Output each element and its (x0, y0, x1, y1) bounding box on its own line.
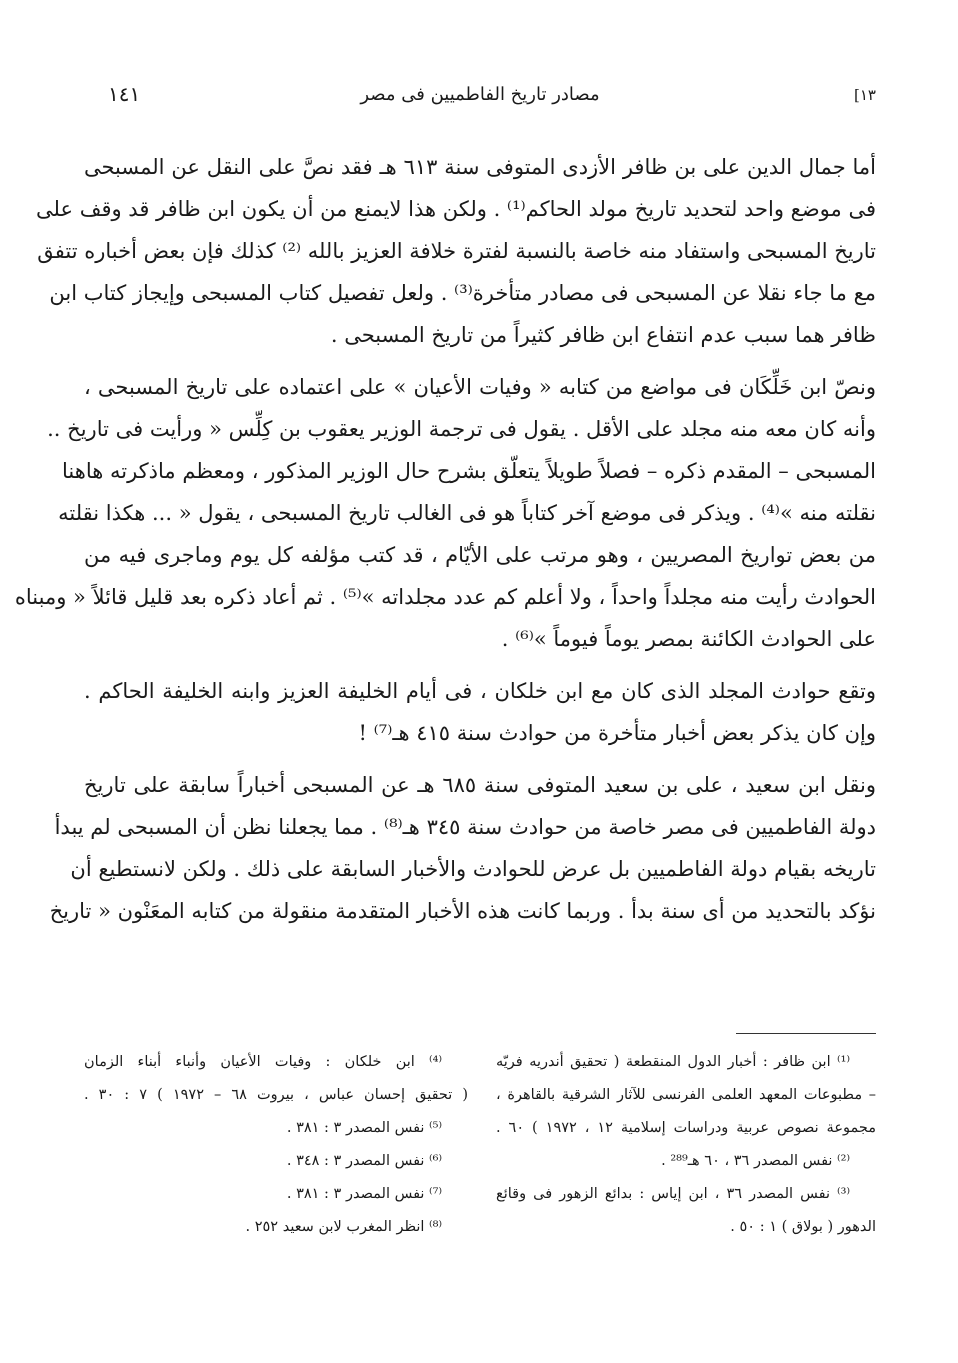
text-line: أما جمال الدين على بن ظافر الأزدى المتوفى سنة ٦١٣ هـ فقد نصَّ على النقل عن المسبحى (84, 155, 877, 179)
text-line: ونصّ ابن خَلِّكَان فى مواضع من كتابه « وفيات الأعيان » على اعتماده على تاريخ المسبحى ، (84, 375, 876, 399)
running-title: مصادر تاريخ الفاطميين فى مصر (360, 84, 600, 105)
text-line: ظافر هما سبب عدم انتفاع ابن ظافر كثيراً من تاريخ المسبحى . (330, 323, 876, 347)
paragraph-4 (49, 764, 876, 932)
text-line: وتقع حوادث المجلد الذى كان مع ابن خلكان ، فى أيام الخليفة العزيز وابنه الخليفة الحاكم . (84, 679, 876, 703)
footnote-divider (736, 1033, 876, 1034)
text-line: نقلته منه »⁽⁴⁾ . ويذكر فى موضع آخر كتاباً هو فى الغالب تاريخ المسبحى ، يقول « ... هكذا نقلته (58, 501, 876, 525)
footnote-line: الدهور ( بولاق ) ١ : ٥٠ . (730, 1219, 876, 1235)
text-line: دولة الفاطميين فى مصر خاصة من حوادث سنة ٣٤٥ هـ⁽⁸⁾ . مما يجعلنا نظن أن المسبحى لم يبدأ (54, 815, 876, 839)
footnote-line: ⁽⁴⁾ ابن خلكان : وفيات الأعيان وأنباء أبناء الزمان (84, 1054, 442, 1070)
text-line: فى موضع واحد لتحديد تاريخ مولد الحاكم⁽¹⁾ . ولكن هذا لايمنع من أن يكون ابن ظافر قد وقف على (36, 197, 876, 221)
text-line: المسبحى – المقدم ذكره – فصلاً طويلاً يتعلّق بشرح حال الوزير المذكور ، ومعظم ماذكرته هاهنا (62, 459, 876, 483)
footnotes-left-column (84, 1046, 468, 1244)
text-line: تاريخ المسبحى واستفاد منه خاصة بالنسبة لفترة خلافة العزيز بالله ⁽²⁾ كذلك فإن بعض أخباره تتفق (37, 239, 876, 263)
paragraph-2 (14, 366, 876, 660)
text-line: وإن كان يذكر بعض أخبار متأخرة من حوادث سنة ٤١٥ هـ⁽⁷⁾ ! (358, 721, 876, 745)
footnote-line: ⁽⁷⁾ نفس المصدر ٣ : ٣٨١ . (286, 1186, 442, 1202)
main-text (14, 146, 877, 932)
paragraph-3 (84, 670, 876, 754)
footnote-line: مجموعة نصوص عربية ودراسات إسلامية ١٢ ، ١٩٧٢ ) ٦٠ . (496, 1120, 876, 1136)
footnote-line: ⁽⁸⁾ انظر المغرب لابن سعيد ٢٥٢ . (245, 1219, 442, 1235)
footnote-line: – مطبوعات المعهد العلمى الفرنسى للآثار الشرقية بالقاهرة ، (496, 1087, 876, 1103)
footnote-line: ⁽⁶⁾ نفس المصدر ٣ : ٣٤٨ . (286, 1153, 442, 1169)
footnote-line: ⁽³⁾ نفس المصدر ٣٦ ، ابن إياس : بدائع الزهور فى وقائع (496, 1186, 851, 1202)
footnote-line: ( تحقيق إحسان عباس ، بيروت ٦٨ – ١٩٧٢ ) ٧ : ٣٠ . (84, 1087, 469, 1103)
text-line: وأنه كان معه منه مجلد على الأقل . يقول فى ترجمة الوزير يعقوب بن كِلِّس « ورأيت فى تاريخ .. (47, 417, 876, 441)
folio-mark: ١٣] (854, 86, 876, 104)
text-line: على الحوادث الكائنة بمصر يوماً فيوماً »⁽⁶⁾ . (501, 627, 876, 651)
text-line: ونقل ابن سعيد ، على بن سعيد المتوفى سنة ٦٨٥ هـ عن المسبحى أخباراً سابقة على تاريخ (84, 773, 876, 797)
text-line: من بعض تواريخ المصريين ، وهو مرتب على الأيّام ، قد كتب مؤلفه كل يوم وماجرى فيه من (84, 543, 876, 567)
paragraph-1 (36, 146, 877, 356)
text-line: الحوادث رأيت منه مجلداً واحداً ، ولا أعلم كم عدد مجلداته »⁽⁵⁾ . ثم أعاد ذكره بعد قليل قائلاً « ومبناه (14, 585, 876, 609)
page-number: ١٤١ (108, 82, 141, 106)
text-line: نؤكد بالتحديد من أى سنة بدأ . وربما كانت هذه الأخبار المتقدمة منقولة من كتابه المعَنْون « تاريخ (49, 899, 876, 923)
footnote-line: ⁽²⁾ نفس المصدر ٣٦ ، ٦٠ هـ²⁸⁹ . (661, 1153, 850, 1169)
footnote-line: ⁽¹⁾ ابن ظافر : أخبار الدول المنقطعة ( تحقيق أندريه فريّه (496, 1054, 850, 1070)
page-header (84, 80, 876, 110)
text-line: مع ما جاء نقلا عن المسبحى فى مصادر متأخرة⁽³⁾ . ولعل تفصيل كتاب المسبحى وإيجاز كتاب ابن (49, 281, 876, 305)
footnotes-right-column (496, 1046, 876, 1244)
footnote-line: ⁽⁵⁾ نفس المصدر ٣ : ٣٨١ . (286, 1120, 442, 1136)
text-line: تاريخه بقيام دولة الفاطميين بل عرض للحوادث والأخبار السابقة على ذلك . ولكن لانستطيع أن (70, 857, 876, 881)
